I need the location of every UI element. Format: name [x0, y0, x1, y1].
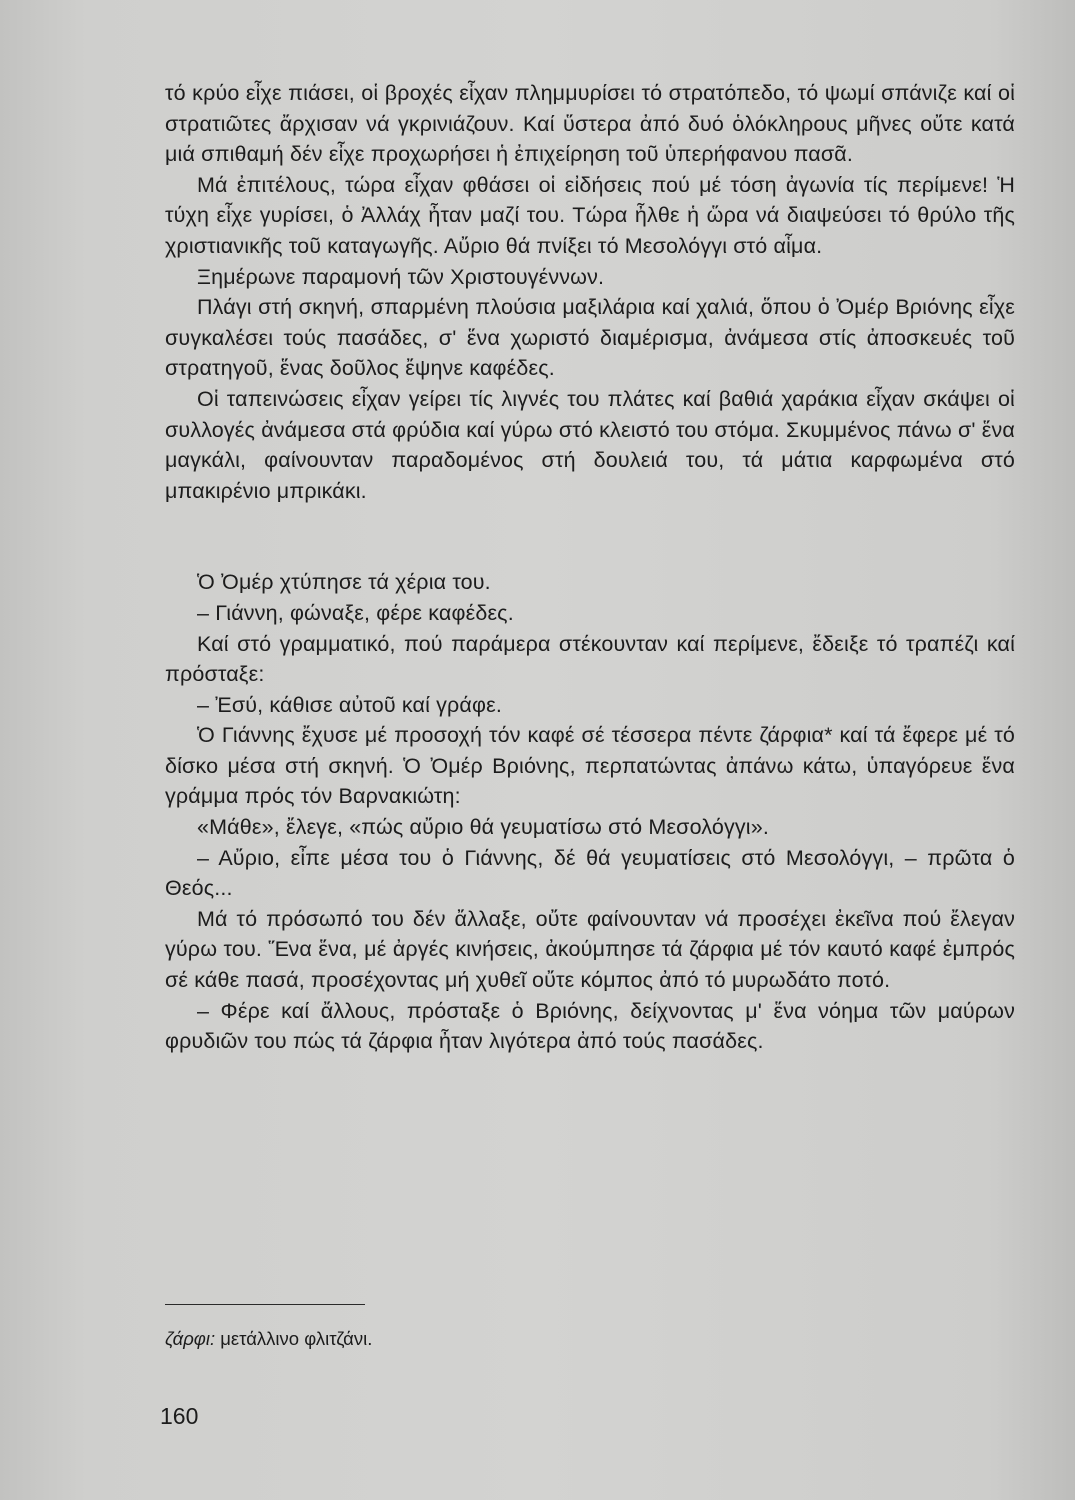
body-text — [165, 78, 1015, 1057]
paragraph: Ὁ Ὀμέρ χτύπησε τά χέρια του. — [197, 570, 491, 595]
dialogue-line: – Ἐσύ, κάθισε αὐτοῦ καί γράφε. — [197, 692, 502, 717]
footnote-definition: μετάλλινο φλιτζάνι. — [220, 1328, 373, 1349]
paragraph: Μά τό πρόσωπό του δέν ἄλλαξε, οὔτε φαίνουνταν νά προσέχει ἐκεῖνα πού ἔλεγαν γύρω του. Ἕνα ἕνα, μέ ἀργές κινήσεις, ἀκούμπησε τά ζάρφια μέ τόν καυτό καφέ ἐμπρός σέ κάθε πασά, προσέχοντας μή χυθεῖ οὔτε κόμπος ἀπό τό μυρωδάτο ποτό. — [165, 906, 1015, 993]
paragraph: Ξημέρωνε παραμονή τῶν Χριστουγέννων. — [197, 264, 605, 289]
dialogue-line: – Γιάννη, φώναξε, φέρε καφέδες. — [197, 600, 514, 625]
footnote — [165, 1326, 372, 1352]
paragraph: Οἱ ταπεινώσεις εἶχαν γείρει τίς λιγνές του πλάτες καί βαθιά χαράκια εἶχαν σκάψει οἱ συλλογές ἀνάμεσα στά φρύδια καί γύρω στό κλειστό του στόμα. Σκυμμένος πάνω σ' ἕνα μαγκάλι, φαίνουνταν παραδομένος στή δουλειά του, τά μάτια καρφωμένα στό μπακιρένιο μπρικάκι. — [165, 386, 1015, 503]
quoted-line: «Μάθε», ἔλεγε, «πώς αὔριο θά γευματίσω στό Μεσολόγγι». — [197, 815, 769, 840]
footnote-term: ζάρφι: — [165, 1328, 216, 1349]
paragraph: Ὁ Γιάννης ἔχυσε μέ προσοχή τόν καφέ σέ τέσσερα πέντε ζάρφια* καί τά ἔφερε μέ τό δίσκο μέσα στή σκηνή. Ὁ Ὀμέρ Βριόνης, περπατώντας ἀπάνω κάτω, ὑπαγόρευε ἕνα γράμμα πρός τόν Βαρνακιώτη: — [165, 723, 1015, 809]
footnote-divider — [165, 1304, 365, 1305]
paragraph: Μά ἐπιτέλους, τώρα εἶχαν φθάσει οἱ εἰδήσεις πού μέ τόση ἀγωνία τίς περίμενε! Ἡ τύχη εἶχε γυρίσει, ὁ Ἀλλάχ ἦταν μαζί του. Τώρα ἦλθε ἡ ὥρα νά διαψεύσει τό θρύλο τῆς χριστιανικῆς τοῦ καταγωγῆς. Αὔριο θά πνίξει τό Μεσολόγγι στό αἷμα. — [165, 172, 1015, 258]
dialogue-line: – Αὔριο, εἶπε μέσα του ὁ Γιάννης, δέ θά γευματίσεις στό Μεσολόγγι, – πρῶτα ὁ Θεός... — [165, 845, 1015, 901]
paragraph: τό κρύο εἶχε πιάσει, οἱ βροχές εἶχαν πλημμυρίσει τό στρατόπεδο, τό ψωμί σπάνιζε καί οἱ στρατιῶτες ἄρχισαν νά γκρινιάζουν. Καί ὕστερα ἀπό δυό ὁλόκληρους μῆνες οὔτε κατά μιά σπιθαμή δέν εἶχε προχωρήσει ἡ ἐπιχείρηση τοῦ ὑπερήφανου πασᾶ. — [165, 81, 1015, 167]
section-gap — [165, 506, 1015, 567]
paragraph: Καί στό γραμματικό, πού παράμερα στέκουνταν καί περίμενε, ἔδειξε τό τραπέζι καί πρόσταξε: — [165, 631, 1015, 687]
page-number: 160 — [160, 1403, 199, 1429]
paragraph: Πλάγι στή σκηνή, σπαρμένη πλούσια μαξιλάρια καί χαλιά, ὅπου ὁ Ὀμέρ Βριόνης εἶχε συγκαλέσει τούς πασάδες, σ' ἕνα χωριστό διαμέρισμα, ἀνάμεσα στίς ἀποσκευές τοῦ στρατηγοῦ, ἕνας δοῦλος ἔψηνε καφέδες. — [165, 295, 1015, 381]
dialogue-line: – Φέρε καί ἄλλους, πρόσταξε ὁ Βριόνης, δείχνοντας μ' ἕνα νόημα τῶν μαύρων φρυδιῶν του πώς τά ζάρφια ἦταν λιγότερα ἀπό τούς πασάδες. — [165, 998, 1015, 1054]
